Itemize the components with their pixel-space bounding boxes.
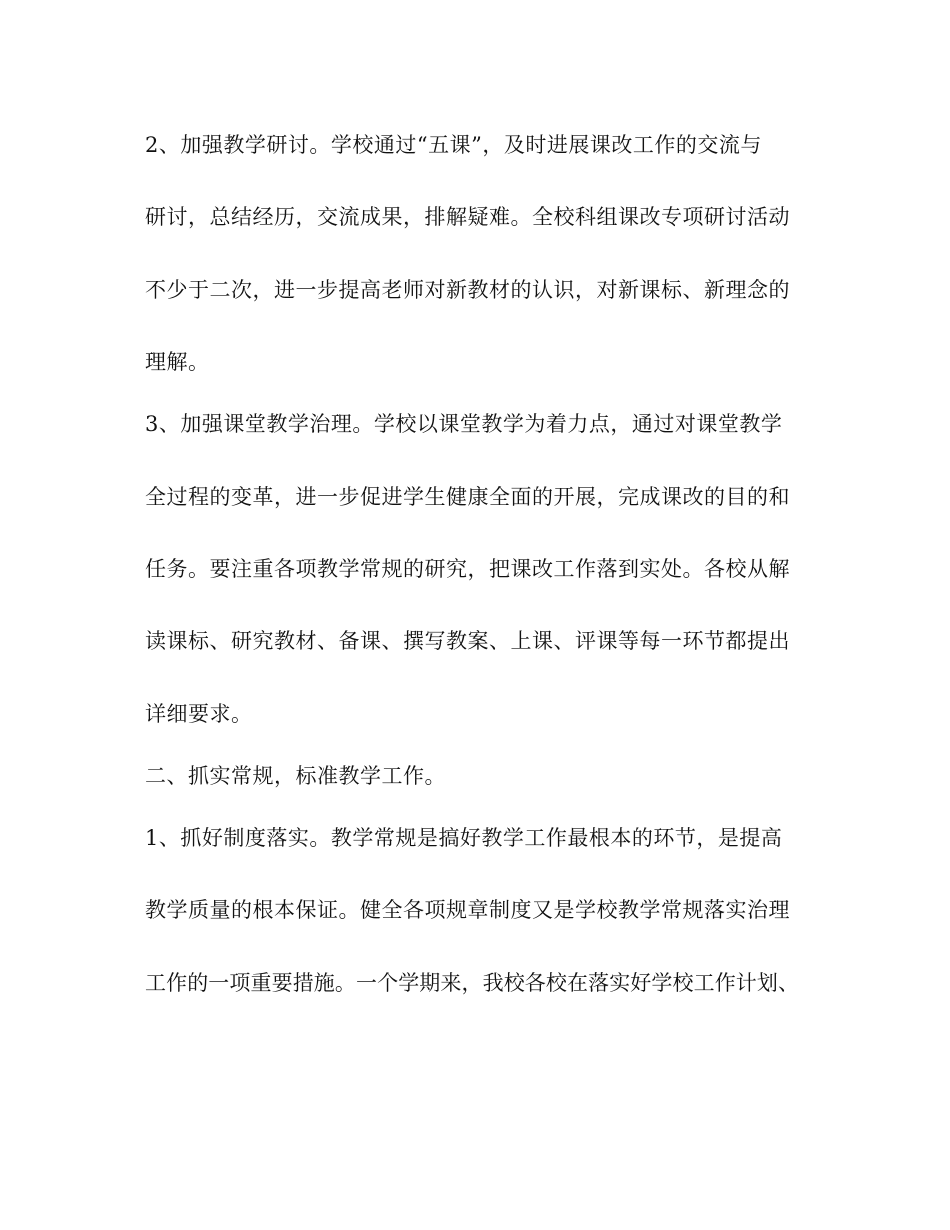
paragraph-3-line-5: 详细要求。 [145, 702, 253, 726]
paragraph-4-line-3: 工作的一项重要措施。一个学期来，我校各校在落实好学校工作计划、 [145, 971, 800, 995]
paragraph-2-line-2: 研讨，总结经历，交流成果，排解疑难。全校科组课改专项研讨活动 [145, 205, 790, 229]
paragraph-4-line-1: 1、抓好制度落实。教学常规是搞好教学工作最根本的环节，是提高 [145, 826, 783, 850]
paragraph-2-line-1: 2、加强教学研讨。学校通过“五课”，及时进展课改工作的交流与 [145, 133, 762, 157]
paragraph-3-line-4: 读课标、研究教材、备课、撰写教案、上课、评课等每一环节都提出 [145, 629, 790, 653]
paragraph-3-line-1: 3、加强课堂教学治理。学校以课堂教学为着力点，通过对课堂教学 [145, 412, 783, 436]
paragraph-2-line-3: 不少于二次，进一步提高老师对新教材的认识，对新课标、新理念的 [145, 278, 790, 302]
section-heading: 二、抓实常规，标准教学工作。 [145, 764, 446, 788]
paragraph-4-line-2: 教学质量的根本保证。健全各项规章制度又是学校教学常规落实治理 [145, 898, 790, 922]
paragraph-2-line-4: 理解。 [145, 350, 210, 374]
paragraph-3-line-3: 任务。要注重各项教学常规的研究，把课改工作落到实处。各校从解 [145, 557, 790, 581]
paragraph-3-line-2: 全过程的变革，进一步促进学生健康全面的开展，完成课改的目的和 [145, 485, 790, 509]
